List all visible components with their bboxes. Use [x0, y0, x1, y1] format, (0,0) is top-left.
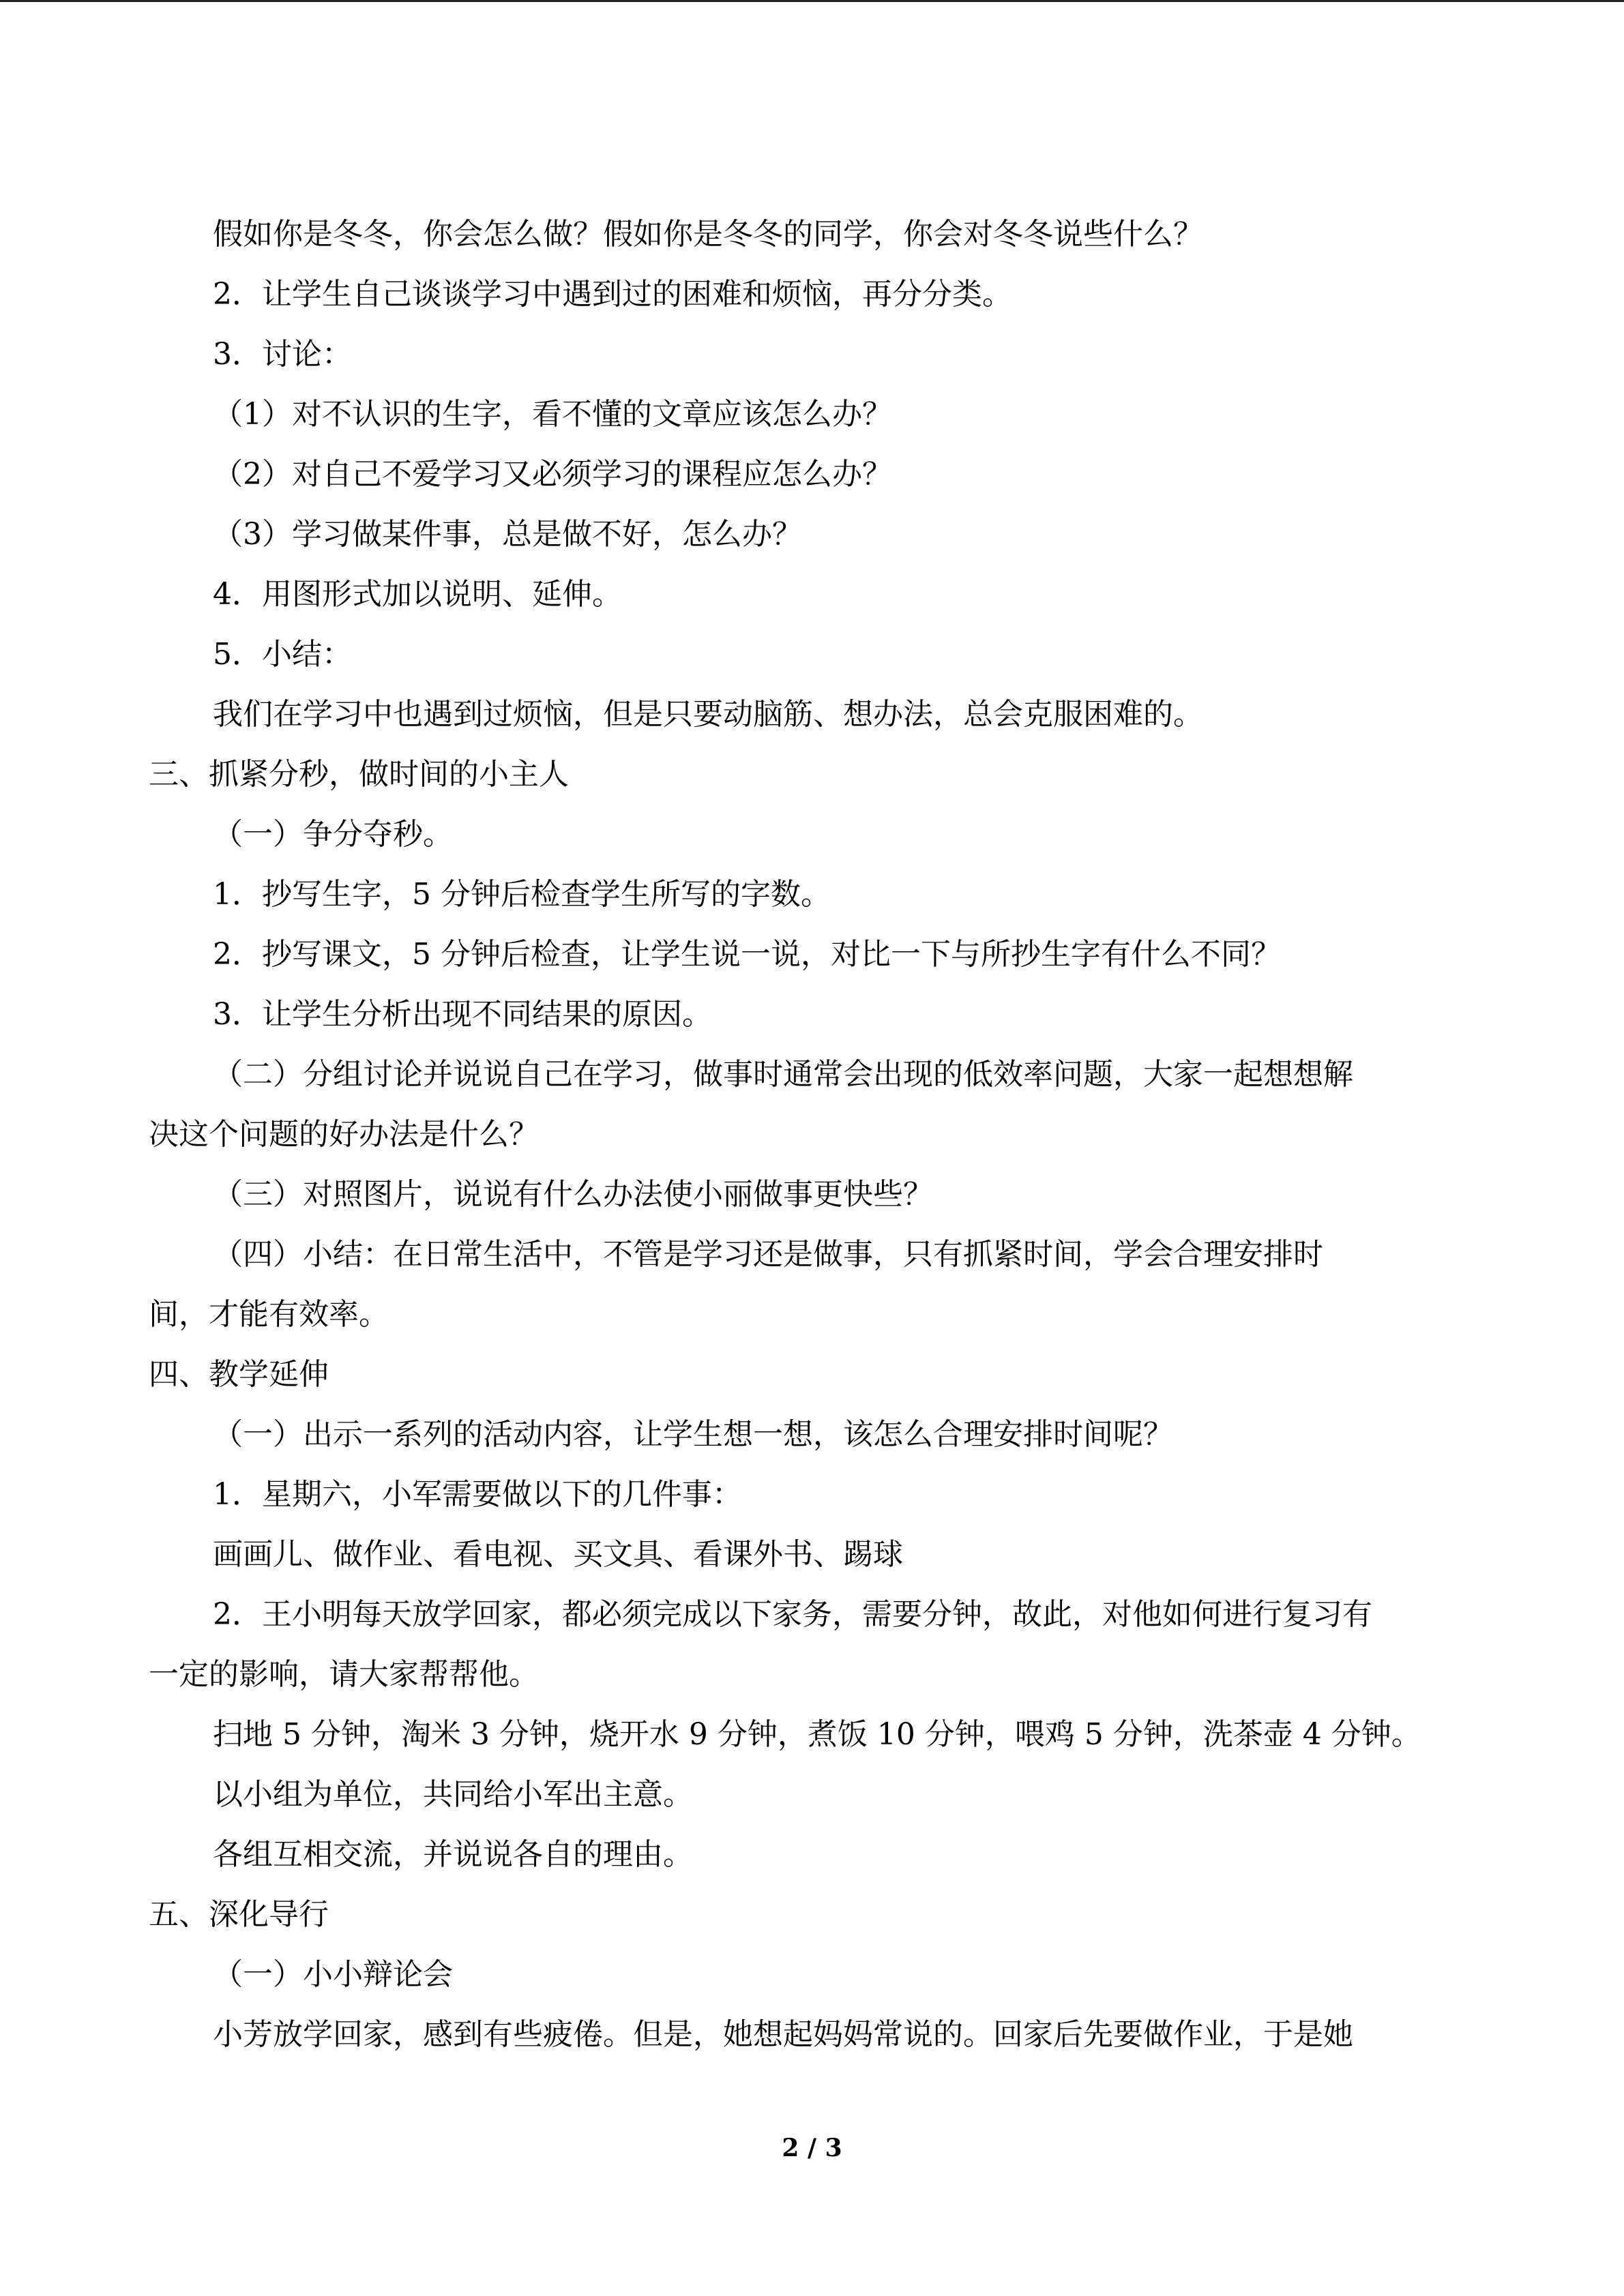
paragraph-line: 一定的影响，请大家帮帮他。	[149, 1657, 539, 1692]
paragraph-line: 2．王小明每天放学回家，都必须完成以下家务，需要分钟，故此，对他如何进行复习有	[213, 1597, 1372, 1632]
paragraph-line: 1．星期六，小军需要做以下的几件事：	[213, 1477, 742, 1512]
paragraph-line: 决这个问题的好办法是什么？	[149, 1117, 539, 1152]
paragraph-line: （四）小结：在日常生活中，不管是学习还是做事，只有抓紧时间，学会合理安排时	[213, 1237, 1323, 1272]
paragraph-line: 小芳放学回家，感到有些疲倦。但是，她想起妈妈常说的。回家后先要做作业，于是她	[213, 2017, 1353, 2052]
paragraph-line: 3．讨论：	[213, 337, 352, 372]
paragraph-line: 2．抄写课文，5 分钟后检查，让学生说一说，对比一下与所抄生字有什么不同？	[213, 937, 1281, 972]
paragraph-line: 扫地 5 分钟，淘米 3 分钟，烧开水 9 分钟，煮饭 10 分钟，喂鸡 5 分钟，洗茶壶 4 分钟。	[213, 1717, 1421, 1752]
section-heading: 五、深化导行	[149, 1897, 329, 1932]
paragraph-line: 以小组为单位，共同给小军出主意。	[213, 1777, 693, 1812]
paragraph-line: 2．让学生自己谈谈学习中遇到过的困难和烦恼，再分分类。	[213, 277, 1012, 312]
paragraph-line: 3．让学生分析出现不同结果的原因。	[213, 997, 712, 1032]
paragraph-line: 5．小结：	[213, 637, 352, 672]
paragraph-line: 4．用图形式加以说明、延伸。	[213, 577, 622, 612]
paragraph-line: （1）对不认识的生字，看不懂的文章应该怎么办？	[213, 397, 892, 432]
paragraph-line: 假如你是冬冬，你会怎么做？假如你是冬冬的同学，你会对冬冬说些什么？	[213, 217, 1203, 252]
paragraph-line: （三）对照图片，说说有什么办法使小丽做事更快些？	[213, 1177, 933, 1212]
paragraph-line: 各组互相交流，并说说各自的理由。	[213, 1837, 693, 1872]
top-border-line	[0, 0, 1624, 2]
paragraph-line: （2）对自己不爱学习又必须学习的课程应怎么办？	[213, 457, 892, 492]
paragraph-line: 我们在学习中也遇到过烦恼，但是只要动脑筋、想办法，总会克服困难的。	[213, 697, 1203, 732]
page-number: 2 / 3	[782, 2134, 842, 2162]
section-heading: 三、抓紧分秒，做时间的小主人	[149, 757, 569, 792]
paragraph-line: 间，才能有效率。	[149, 1297, 389, 1332]
paragraph-line: （一）争分夺秒。	[213, 817, 453, 852]
paragraph-line: （二）分组讨论并说说自己在学习，做事时通常会出现的低效率问题，大家一起想想解	[213, 1057, 1353, 1092]
paragraph-line: 画画儿、做作业、看电视、买文具、看课外书、踢球	[213, 1537, 903, 1572]
paragraph-line: 1．抄写生字，5 分钟后检查学生所写的字数。	[213, 877, 831, 912]
paragraph-line: （一）出示一系列的活动内容，让学生想一想，该怎么合理安排时间呢？	[213, 1417, 1173, 1452]
paragraph-line: （3）学习做某件事，总是做不好，怎么办？	[213, 517, 802, 552]
paragraph-line: （一）小小辩论会	[213, 1957, 453, 1992]
section-heading: 四、教学延伸	[149, 1357, 329, 1392]
document-body	[149, 205, 1477, 2065]
